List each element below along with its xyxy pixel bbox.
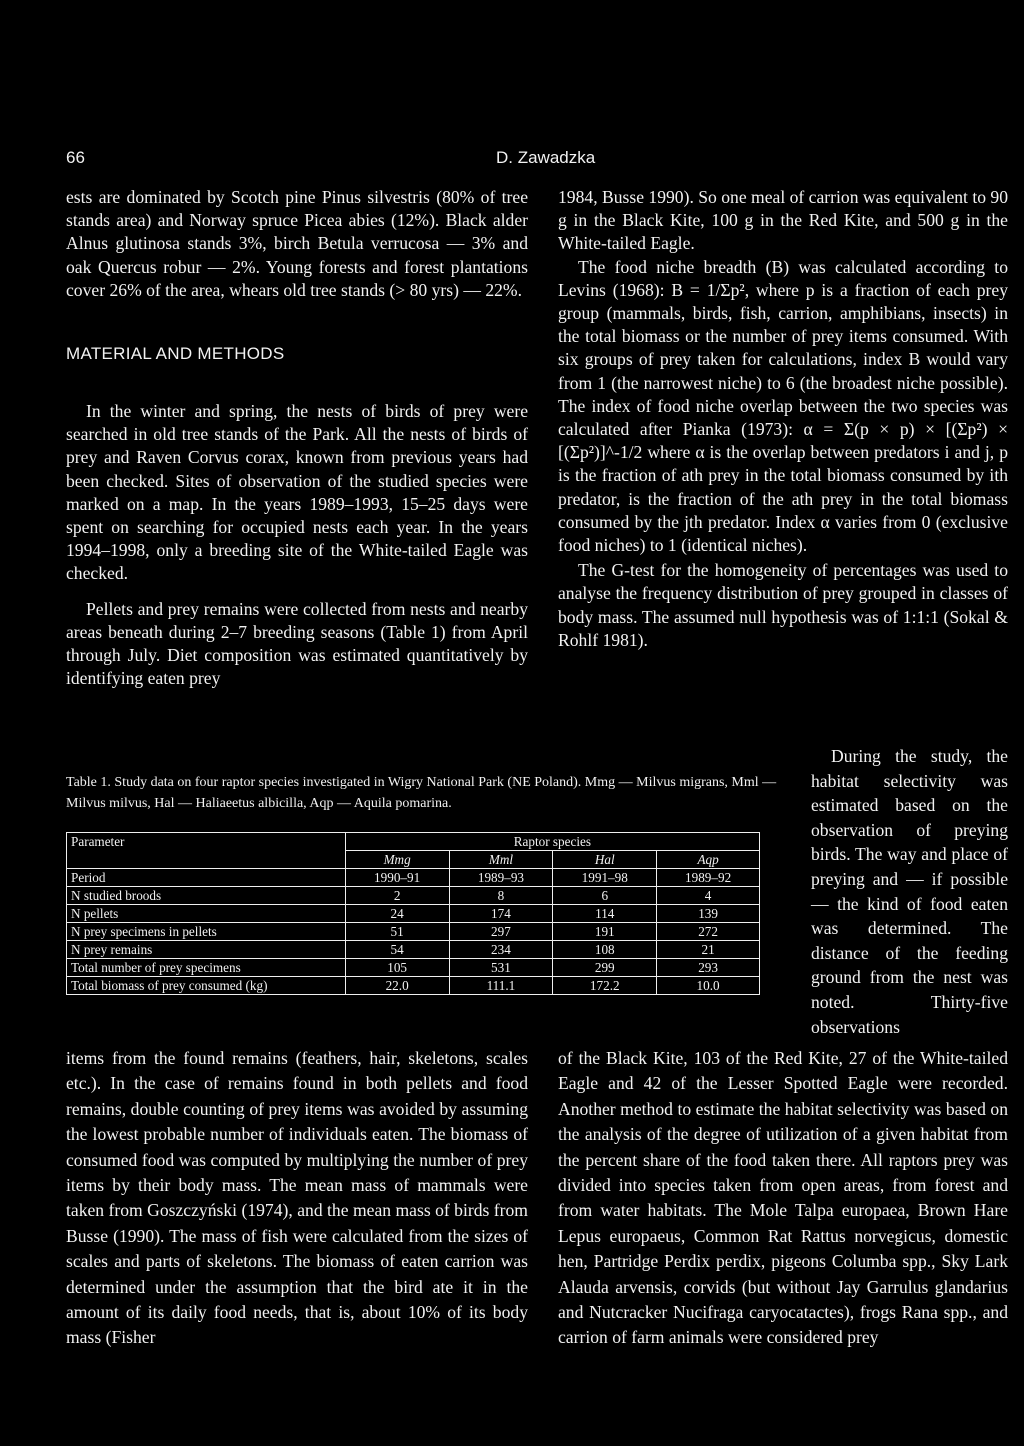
cell: 172.2 <box>553 977 657 995</box>
cell: 174 <box>449 905 553 923</box>
cell: 111.1 <box>449 977 553 995</box>
cell: 8 <box>449 887 553 905</box>
header-spacer <box>67 851 346 869</box>
cell: 191 <box>553 923 657 941</box>
cell: 105 <box>345 959 449 977</box>
running-title: D. Zawadzka <box>496 148 596 167</box>
cell: 1989–93 <box>449 869 553 887</box>
cell: 2 <box>345 887 449 905</box>
gtest-paragraph: The G-test for the homogeneity of percentages was used to analyse the frequency distribution of prey grouped in classes of body mass. The assumed null hypothesis was of 1:1:1 (Sokal & Rohlf 1981). <box>558 560 1008 650</box>
cell: 4 <box>657 887 760 905</box>
cell: 108 <box>553 941 657 959</box>
cell: 114 <box>553 905 657 923</box>
right-narrow-column <box>811 744 1008 1039</box>
table-row <box>67 941 760 959</box>
table-block <box>66 772 790 995</box>
cell: 22.0 <box>345 977 449 995</box>
row-label: Total biomass of prey consumed (kg) <box>67 977 346 995</box>
table-row <box>67 959 760 977</box>
methods-paragraph-1: In the winter and spring, the nests of birds of prey were searched in old tree stands of the Park. All the nests of birds of prey and Raven Corvus corax, known from previous years had been checked. Sites of observation of the studied species were marked on a map. In the years 1989–1993, 15–25 days were spent on searching for occupied nests each year. In the years 1994–1998, only a breeding site of the White-tailed Eagle was checked. <box>66 401 528 584</box>
left-column-bottom <box>66 1046 528 1351</box>
left-column-top <box>66 186 528 690</box>
row-label: N studied broods <box>67 887 346 905</box>
species-hal: Hal <box>553 851 657 869</box>
header-raptor-species: Raptor species <box>345 833 759 851</box>
habitat-paragraph: During the study, the habitat selectivity was estimated based on the observation of preying birds. The way and place of preying and — if possible — the kind of food eaten was determined. The distance of the feeding ground from the nest was noted. Thirty-five observations <box>811 746 1008 1037</box>
table-row <box>67 887 760 905</box>
cell: 139 <box>657 905 760 923</box>
header-parameter: Parameter <box>67 833 346 851</box>
row-label: Period <box>67 869 346 887</box>
methods-paragraph-2: Pellets and prey remains were collected from nests and nearby areas beneath during 2–7 breeding seasons (Table 1) from April through July. Diet composition was estimated quantitatively by identifying eaten prey <box>66 598 528 689</box>
species-aqp: Aqp <box>657 851 760 869</box>
cell: 299 <box>553 959 657 977</box>
table-row <box>67 869 760 887</box>
table-row <box>67 977 760 995</box>
cell: 10.0 <box>657 977 760 995</box>
cell: 293 <box>657 959 760 977</box>
cell: 54 <box>345 941 449 959</box>
cell: 1991–98 <box>553 869 657 887</box>
species-mmg: Mmg <box>345 851 449 869</box>
table-row <box>67 905 760 923</box>
raptor-table <box>66 832 760 995</box>
cell: 1990–91 <box>345 869 449 887</box>
biomass-paragraph: items from the found remains (feathers, hair, skeletons, scales etc.). In the case of remains found in both pellets and food remains, double counting of prey items was avoided by assuming the lowest probable number of individuals eaten. The biomass of consumed food was computed by multiplying the number of prey items by their body mass. The mean mass of mammals were taken from Goszczyński (1974), and the mean mass of birds from Busse (1990). The mass of fish were calculated from the sizes of scales and parts of skeletons. The biomass of eaten carrion was determined under the assumption that the bird ate it in the amount of its daily food needs, that is, about 10% of its body mass (Fisher <box>66 1048 528 1348</box>
species-mml: Mml <box>449 851 553 869</box>
row-label: Total number of prey specimens <box>67 959 346 977</box>
cell: 297 <box>449 923 553 941</box>
cell: 6 <box>553 887 657 905</box>
cell: 272 <box>657 923 760 941</box>
table-caption: Table 1. Study data on four raptor species investigated in Wigry National Park (NE Poland). Mmg — Milvus migrans, Mml — Milvus milvus, Hal — Haliaeetus albicilla, Aqp — Aquila pomarina. <box>66 775 777 811</box>
cell: 531 <box>449 959 553 977</box>
row-label: N prey specimens in pellets <box>67 923 346 941</box>
intro-paragraph: ests are dominated by Scotch pine Pinus silvestris (80% of tree stands area) and Norway spruce Picea abies (12%). Black alder Alnus glutinosa stands 3%, birch Betula verrucosa — 3% and oak Quercus robur — 2%. Young forests and forest plantations cover 26% of the area, whears old tree stands (> 80 yrs) — 22%. <box>66 187 528 300</box>
right-column-top <box>558 186 1008 652</box>
section-heading: MATERIAL AND METHODS <box>66 344 285 364</box>
niche-paragraph: The food niche breadth (B) was calculated according to Levins (1968): B = 1/Σp², where p is a fraction of each prey group (mammals, birds, fish, carrion, amphibians, insects) in the total biomass or the number of prey items consumed. With six groups of prey taken for calculations, index B would vary from 1 (the narrowest niche) to 6 (the broadest niche possible). The index of food niche overlap between the two species was calculated after Pianka (1973): α = Σ(p × p) × [(Σp²) × [(Σp²)]^-1/2 where α is the overlap between predators i and j, p is the fraction of ath prey in the total biomass consumed by ith predator, is the fraction of the ath prey in the total biomass consumed by the jth predator. Index α varies from 0 (exclusive food niches) to 1 (identical niches). <box>558 256 1008 556</box>
right-column-bottom <box>558 1046 1008 1351</box>
cell: 24 <box>345 905 449 923</box>
table-row <box>67 923 760 941</box>
row-label: N prey remains <box>67 941 346 959</box>
prey-habitat-paragraph: of the Black Kite, 103 of the Red Kite, 27 of the White-tailed Eagle and 42 of the Lesser Spotted Eagle were recorded. Another method to estimate the habitat selectivity was based on the analysis of the degree of utilization of a given habitat from the percent share of the food taken there. All raptors prey was divided into species taken from open areas, from forest and from water habitats. The Mole Talpa europaea, Brown Hare Lepus europaeus, Common Rat Rattus norvegicus, domestic hen, Partridge Perdix perdix, pigeons Columba spp., Sky Lark Alauda arvensis, corvids (but without Jay Garrulus glandarius and Nutcracker Nucifraga caryocatactes), frogs Rana spp., and carrion of farm animals were considered prey <box>558 1048 1008 1348</box>
cell: 234 <box>449 941 553 959</box>
cell: 21 <box>657 941 760 959</box>
page-number: 66 <box>66 148 85 167</box>
cell: 1989–92 <box>657 869 760 887</box>
row-label: N pellets <box>67 905 346 923</box>
carrion-paragraph: 1984, Busse 1990). So one meal of carrion was equivalent to 90 g in the Black Kite, 100 g in the Red Kite, and 500 g in the White-tailed Eagle. <box>558 187 1009 254</box>
cell: 51 <box>345 923 449 941</box>
